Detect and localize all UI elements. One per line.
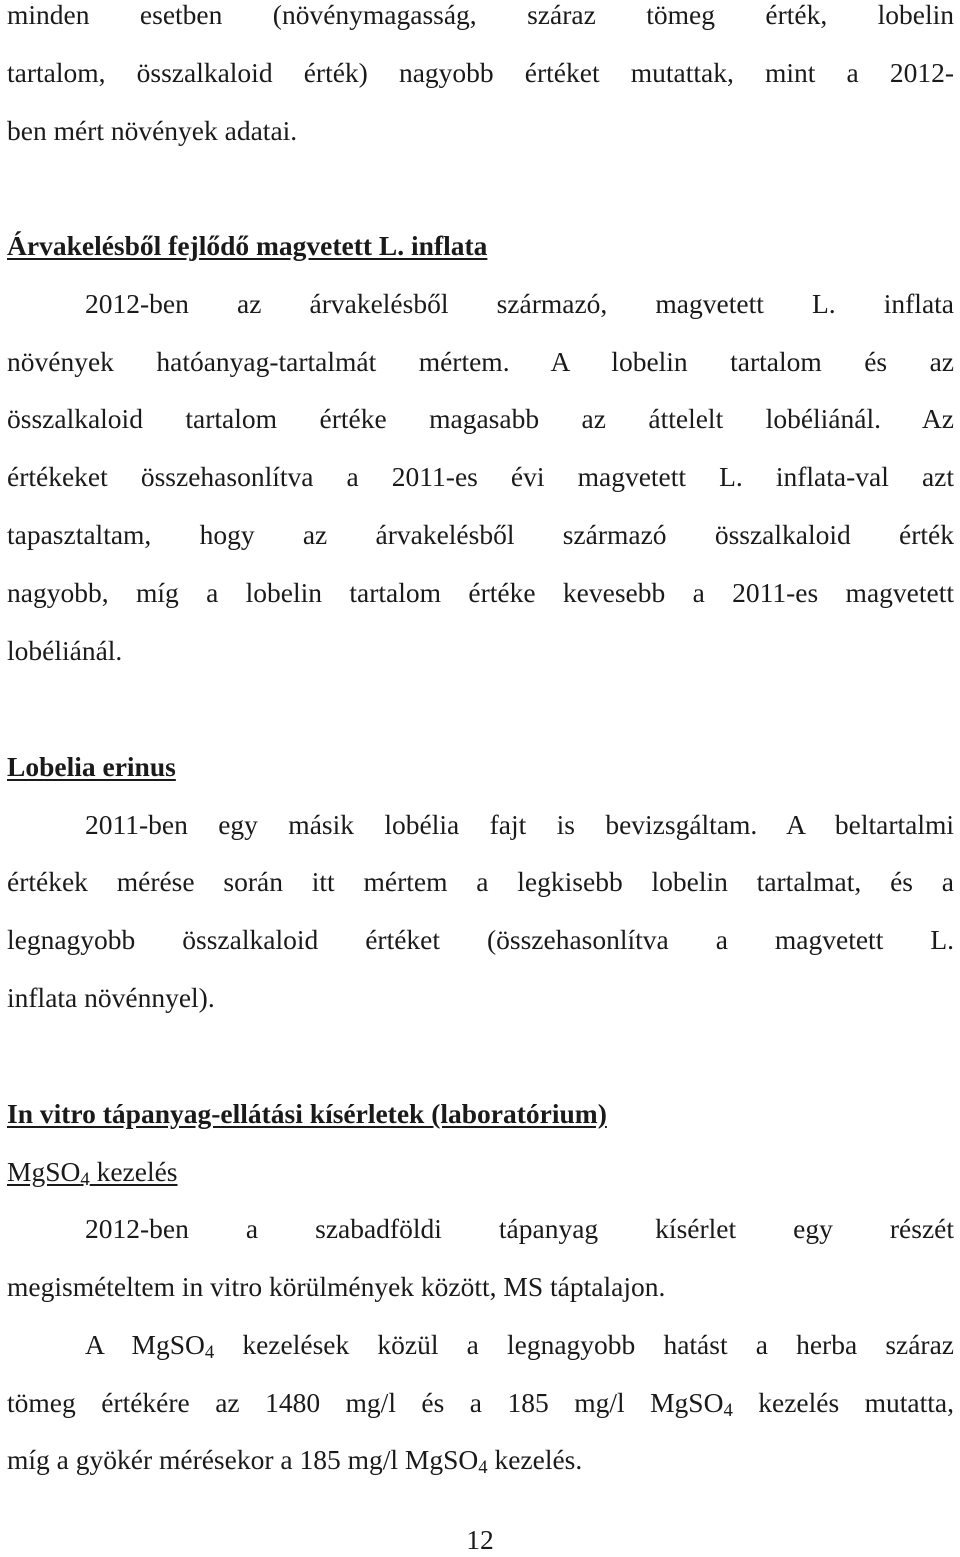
intro-line-3: ben mért növények adatai. (7, 115, 298, 146)
arvakeles-line-6: nagyobb, míg a lobelin tartalom értéke kevesebb a 2011-es magvetett (7, 577, 954, 608)
invitro-para2-l2-subscript: 4 (723, 1400, 733, 1422)
invitro-para2-l1-subscript: 4 (204, 1342, 215, 1364)
invitro-para2-line-3 (7, 1443, 954, 1477)
arvakeles-line-4: értékeket összehasonlítva a 2011-es évi magvetett L. inflata-val azt (7, 461, 954, 492)
invitro-para2-l2-start: tömeg értékére az 1480 mg/l és a 185 mg/l MgSO (7, 1387, 724, 1418)
invitro-para1-line-2: megismételtem in vitro körülmények között, MS táptalajon. (7, 1271, 666, 1302)
section-heading-erinus: Lobelia erinus (7, 751, 176, 782)
subheading-mgso4 (7, 1155, 178, 1189)
arvakeles-line-1: 2012-ben az árvakelésből származó, magvetett L. inflata (85, 288, 954, 319)
invitro-para2-l3-start: míg a gyökér mérésekor a 185 mg/l MgSO (7, 1444, 479, 1475)
invitro-para1-line-1: 2012-ben a szabadföldi tápanyag kísérlet egy részét (85, 1213, 954, 1244)
invitro-para2-line-1 (7, 1328, 954, 1362)
invitro-para2-l1-end: kezelések közül a legnagyobb hatást a herba száraz (214, 1329, 955, 1360)
arvakeles-line-2: növények hatóanyag-tartalmát mértem. A lobelin tartalom és az (7, 346, 954, 377)
invitro-para2-l3-end: kezelés. (487, 1444, 583, 1475)
erinus-line-3: legnagyobb összalkaloid értéket (összehasonlítva a magvetett L. (7, 924, 954, 955)
erinus-line-1: 2011-ben egy másik lobélia fajt is bevizsgáltam. A beltartalmi (85, 809, 954, 840)
section-heading-invitro: In vitro tápanyag-ellátási kísérletek (laboratórium) (7, 1098, 607, 1129)
invitro-para2-l3-subscript: 4 (478, 1457, 488, 1479)
subheading-mgso4-subscript: 4 (80, 1169, 90, 1191)
arvakeles-line-3: összalkaloid tartalom értéke magasabb az áttelelt lobéliánál. Az (7, 403, 954, 434)
page-number: 12 (466, 1524, 494, 1555)
invitro-para2-l2-end: kezelés mutatta, (732, 1387, 954, 1418)
arvakeles-line-7: lobéliánál. (7, 635, 123, 666)
section-heading-arvakeles: Árvakelésből fejlődő magvetett L. inflata (7, 230, 488, 261)
subheading-mgso4-label: kezelés (89, 1156, 178, 1187)
erinus-line-4: inflata növénnyel). (7, 982, 215, 1013)
arvakeles-line-5: tapasztaltam, hogy az árvakelésből származó összalkaloid érték (7, 519, 954, 550)
invitro-para2-line-2 (7, 1386, 954, 1420)
subheading-mgso4-formula: MgSO (7, 1156, 81, 1187)
erinus-line-2: értékek mérése során itt mértem a legkisebb lobelin tartalmat, és a (7, 866, 954, 897)
intro-line-1: minden esetben (növénymagasság, száraz tömeg érték, lobelin (7, 0, 954, 30)
intro-line-2: tartalom, összalkaloid érték) nagyobb értéket mutattak, mint a 2012- (7, 57, 954, 88)
invitro-para2-l1-start: A MgSO (85, 1329, 205, 1360)
